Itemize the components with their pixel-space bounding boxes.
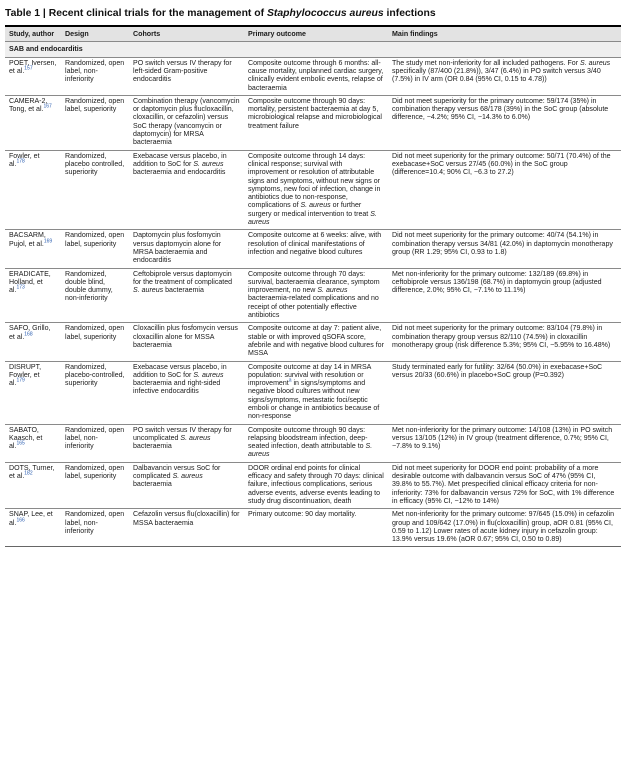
cell-main-findings: Met non-inferiority for the primary outcome: 132/189 (69.8%) in ceftobiprole versus 136/198 (68.7%) in daptomycin group (adjusted difference, 2.0%; 95% CI, −7.1% to 11.1%) [388,268,621,323]
cell-main-findings: The study met non-inferiority for all included pathogens. For S. aureus specifically (87/400 (21.8%)), 3/47 (6.4%) in PO switch versus 3/40 (7.5%) in IV arm (OR 0.84 (95% CI, 0.15 to 4.78)) [388,57,621,95]
table-title-suffix: infections [383,8,436,19]
cell-main-findings: Met non-inferiority for the primary outcome: 97/645 (15.0%) in cefazolin group and 109/642 (17.0%) in flu(cloxacillin) group, aOR 0.81 (95% CI, 0.59 to 1.12) Lower rates of acute kidney injury in cefazolin group: 13.9% versus 19.6% (aOR 0.67; 95% CI, 0.50 to 0.89) [388,509,621,547]
bottom-rule [5,546,621,547]
cell-study [5,268,61,323]
table-row [5,95,621,150]
cell-design: Randomized, open label, superiority [61,95,129,150]
table-row [5,150,621,230]
cell-primary-outcome: Composite outcome through 70 days: survival, bacteraemia clearance, symptom improvement, no new S. aureus bacteraemia-related complications and no receipt of other potentially effective antibiotics [244,268,388,323]
reference-link[interactable]: 173 [16,284,25,291]
cell-design: Randomized, open label, non-inferiority [61,57,129,95]
table-row [5,323,621,361]
study-name: SABATO, Kaasch, et al. [9,426,43,451]
table-title-organism: Staphylococcus aureus [266,8,384,19]
study-name: Fowler, et al. [9,152,40,168]
trials-table [5,27,621,546]
cell-primary-outcome: Composite outcome at 6 weeks: alive, with resolution of clinical manifestations of infection and negative blood cultures [244,230,388,268]
table-header [5,27,621,42]
cell-study [5,150,61,230]
reference-link[interactable]: 157 [24,65,33,72]
cell-design: Randomized, placebo-controlled, superiority [61,361,129,424]
cell-cohorts: Ceftobiprole versus daptomycin for the treatment of complicated S. aureus bacteraemia [129,268,244,323]
header-primary-outcome: Primary outcome [244,27,388,42]
table-body [5,42,621,547]
cell-study [5,509,61,547]
study-name: POET, Iversen, et al. [9,59,57,75]
cell-cohorts: PO switch versus IV therapy for left-sided Gram-positive endocarditis [129,57,244,95]
cell-design: Randomized, placebo controlled, superiority [61,150,129,230]
section-row [5,42,621,57]
cell-study [5,424,61,462]
cell-study [5,95,61,150]
cell-cohorts: Daptomycin plus fosfomycin versus daptomycin alone for MRSA bacteraemia and endocarditis [129,230,244,268]
cell-study [5,361,61,424]
cell-design: Randomized, open label, superiority [61,323,129,361]
cell-study [5,230,61,268]
header-cohorts: Cohorts [129,27,244,42]
cell-study [5,323,61,361]
cell-main-findings: Did not meet superiority for the primary outcome: 40/74 (54.1%) in combination therapy versus 34/81 (42.0%) in daptomycin monotherapy group (RR 1.29; 95% CI, 0.93 to 1.8) [388,230,621,268]
cell-design: Randomized, open label, non-inferiority [61,509,129,547]
cell-primary-outcome: Composite outcome through 90 days: relapsing bloodstream infection, deep-seated infection, death attributable to S. aureus [244,424,388,462]
study-name: SNAP, Lee, et al. [9,511,53,527]
cell-cohorts: Exebacase versus placebo, in addition to SoC for S. aureus bacteraemia and right-sided infective endocarditis [129,361,244,424]
header-main-findings: Main findings [388,27,621,42]
table-row [5,230,621,268]
table-row [5,361,621,424]
reference-link[interactable]: 166 [16,517,25,524]
reference-link[interactable]: 169 [43,238,53,245]
study-name: DOTS, Turner, et al. [9,464,55,481]
reference-link[interactable]: 165 [16,440,25,447]
cell-cohorts: Dalbavancin versus SoC for complicated S. aureus bacteraemia [129,462,244,508]
cell-cohorts: PO switch versus IV therapy for uncomplicated S. aureus bacteraemia [129,424,244,462]
cell-study [5,57,61,95]
table-row [5,268,621,323]
table-title-prefix: Table 1 | Recent clinical trials for the management of [5,8,267,19]
cell-cohorts: Cefazolin versus flu(cloxacillin) for MSSA bacteraemia [129,509,244,547]
table-row [5,509,621,547]
cell-cohorts: Combination therapy (vancomycin or daptomycin plus flucloxacillin, cloxacillin, or cefazolin) versus SoC therapy (vancomycin or daptomycin) for MRSA bacteraemia [129,95,244,150]
table-title [5,7,621,22]
study-name: SAFO, Grillo, et al. [9,325,51,341]
cell-primary-outcome: Composite outcome through 6 months: all-cause mortality, unplanned cardiac surgery, clinically evident embolic events, relapse of bacteraemia [244,57,388,95]
cell-primary-outcome: Composite outcome at day 14 in MRSA population: survival with resolution or improvement$^a$ in signs/symptoms and negative blood cultures without new signs/symptoms, metastatic foci/septic emboli or change in antibiotics because of non-response [244,361,388,424]
cell-main-findings: Did not meet superiority for the primary outcome: 50/71 (70.4%) of the exebacase+SoC versus 27/45 (60.0%) in the SoC group (difference=10.4; 90% CI, −6.3 to 27.2) [388,150,621,230]
study-name: ERADICATE, Holland, et al. [9,270,51,295]
table-row [5,424,621,462]
cell-main-findings: Did not meet superiority for DOOR end point: probability of a more desirable outcome with dalbavancin versus SoC of 47% (95% CI, 39.8% to 55.7%). Met prespecified clinical efficacy criteria for non-inferiority: 73% for dalbavancin versus 72% for SoC, with 1% difference in efficacy (95% CI, −12% to 14%) [388,462,621,508]
cell-design: Randomized, open label, superiority [61,230,129,268]
section-label: SAB and endocarditis [5,42,621,57]
cell-primary-outcome: Composite outcome at day 7: patient alive, stable or with improved qSOFA score, afebrile and with negative blood cultures for MSSA [244,323,388,361]
study-name: DISRUPT, Fowler, et al. [9,363,42,388]
cell-cohorts: Exebacase versus placebo, in addition to SoC for S. aureus bacteraemia and endocarditis [129,150,244,230]
table-row [5,462,621,508]
cell-main-findings: Met non-inferiority for the primary outcome: 14/108 (13%) in PO switch versus 13/105 (12%) in IV group (treatment difference, 0.7%; 95% CI, −7.8% to 9.1%) [388,424,621,462]
cell-primary-outcome: DOOR ordinal end points for clinical efficacy and safety through 70 days: clinical failure, infectious complications, serious adverse events, adverse events leading to study drug discontinuation, death [244,462,388,508]
cell-primary-outcome: Composite outcome through 14 days: clinical response; survival with improvement or resolution of attributable signs and symptoms, without new signs or symptoms, new foci of infection, change in antibiotics due to non-response, complications of S. aureus or further surgery or medical intervention to treat S. aureus [244,150,388,230]
reference-link[interactable]: 178 [16,158,25,165]
cell-primary-outcome: Primary outcome: 90 day mortality. [244,509,388,547]
cell-design: Randomized, double blind, double dummy, non-inferiority [61,268,129,323]
header-design: Design [61,27,129,42]
reference-link[interactable]: 179 [16,377,25,384]
header-study: Study, author [5,27,61,42]
study-name: BACSARM, Pujol, et al. [9,232,46,248]
cell-study [5,462,61,508]
cell-main-findings: Did not meet superiority for the primary outcome: 59/174 (35%) in combination therapy versus 68/178 (39%) in the SoC group (absolute difference, −4.2%; 95% CI, −14.3% to 6.0%) [388,95,621,150]
reference-link[interactable]: 167 [43,103,52,110]
cell-main-findings: Study terminated early for futility: 32/64 (50.0%) in exebacase+SoC versus 20/33 (60.6%) in placebo+SoC group (P=0.392) [388,361,621,424]
cell-main-findings: Did not meet superiority for the primary outcome: 83/104 (79.8%) in combination therapy group versus 82/110 (74.5%) in cloxacillin monotherapy group (risk difference 5.3%; 95% CI, −5.95% to 16.48%) [388,323,621,361]
reference-link[interactable]: 182 [24,470,33,477]
reference-link[interactable]: 168 [24,331,33,338]
table-row [5,57,621,95]
study-name: CAMERA-2, Tong, et al. [9,97,48,114]
cell-primary-outcome: Composite outcome through 90 days: mortality, persistent bacteraemia at day 5, microbiological relapse and microbiological treatment failure [244,95,388,150]
cell-cohorts: Cloxacillin plus fosfomycin versus cloxacillin alone for MSSA bacteraemia [129,323,244,361]
cell-design: Randomized, open label, non-inferiority [61,424,129,462]
cell-design: Randomized, open label, superiority [61,462,129,508]
